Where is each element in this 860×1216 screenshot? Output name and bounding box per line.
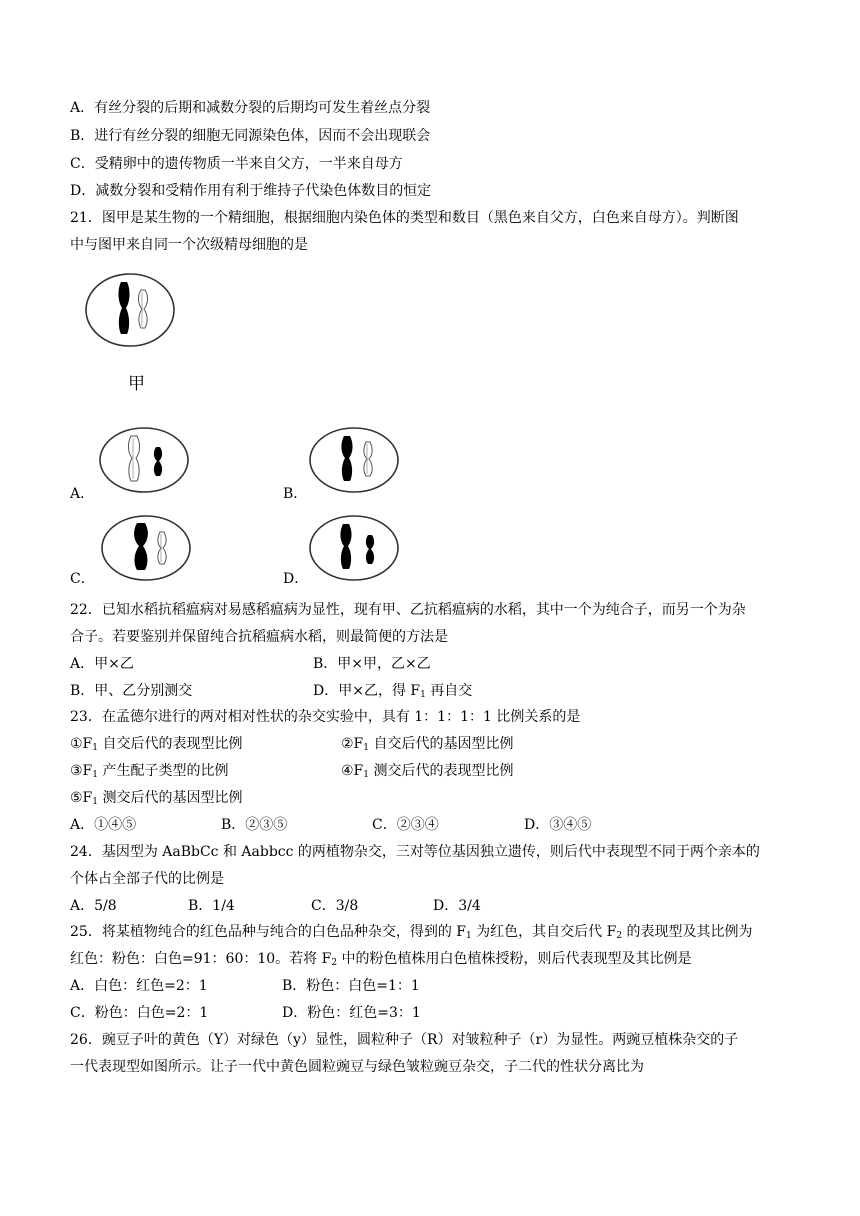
q23-item-3: $③F_1$ 产生配子类型的比例 [70, 763, 229, 780]
q21-stem-line2: 中与图甲来自同一个次级精母细胞的是 [70, 237, 308, 253]
black-chromosome [118, 282, 129, 334]
white-chromosome [138, 290, 147, 328]
q22-option-a: A．甲×乙 [70, 656, 134, 672]
q23-option-a: A．①④⑤ [70, 817, 137, 833]
q23-option-c: C．②③④ [372, 817, 439, 833]
q25-option-b: B．粉色：白色=1：1 [282, 978, 420, 994]
q22-option-c: B．甲、乙分别测交 [70, 683, 193, 699]
q25-option-c: C．粉色：白色=2：1 [70, 1005, 209, 1021]
q24-stem-line1: 24．基因型为 AaBbCc 和 Aabbcc 的两植物杂交，三对等位基因独立遗传，则后代中表现型不同于两个亲本的 [70, 844, 760, 860]
white-chromosome [158, 532, 166, 564]
q25-stem-line1: 25．将某植物纯合的红色品种与纯合的白色品种杂交，得到的 $F_1$ 为红色，其自交后代 $F_2$ 的表现型及其比例为 [70, 924, 753, 941]
q21-option-b-cell [308, 426, 400, 494]
q23-option-d: D．③④⑤ [524, 817, 592, 833]
figure-jia-label: 甲 [128, 374, 145, 394]
q21-option-b-label: B． [283, 486, 308, 502]
q21-option-c-cell [100, 514, 192, 582]
q21-option-d-label: D． [283, 571, 309, 587]
q24-stem-line2: 个体占全部子代的比例是 [70, 871, 224, 887]
q20-option-c: C．受精卵中的遗传物质一半来自父方，一半来自母方 [70, 156, 403, 172]
q21-option-a-cell [98, 426, 190, 494]
q26-stem-line2: 一代表现型如图所示。让子一代中黄色圆粒豌豆与绿色皱粒豌豆杂交，子二代的性状分离比为 [70, 1059, 644, 1075]
figure-jia-cell [84, 272, 176, 348]
q23-item-5: $⑤F_1$ 测交后代的基因型比例 [70, 790, 243, 807]
black-chromosome [366, 535, 374, 564]
black-chromosome [340, 524, 351, 569]
q20-option-a: A．有丝分裂的后期和减数分裂的后期均可发生着丝点分裂 [70, 100, 431, 116]
q21-stem-line1: 21．图甲是某生物的一个精细胞，根据细胞内染色体的类型和数目（黑色来自父方，白色来自母方）。判断图 [70, 210, 739, 226]
q22-stem-line2: 合子。若要鉴别并保留纯合抗稻瘟病水稻，则最简便的方法是 [70, 629, 448, 645]
q23-item-2: $②F_1$ 自交后代的基因型比例 [341, 736, 514, 753]
q26-stem-line1: 26．豌豆子叶的黄色（Y）对绿色（y）显性，圆粒种子（R）对皱粒种子（r）为显性。两豌豆植株杂交的子 [70, 1032, 739, 1048]
q23-stem: 23．在孟德尔进行的两对相对性状的杂交实验中，具有 1：1：1：1 比例关系的是 [70, 709, 581, 725]
q24-option-d: D．3/4 [433, 898, 481, 914]
q20-option-d: D．减数分裂和受精作用有利于维持子代染色体数目的恒定 [70, 183, 432, 199]
black-chromosome [134, 523, 148, 570]
q24-option-a: A．5/8 [70, 898, 117, 914]
q20-option-b: B．进行有丝分裂的细胞无同源染色体，因而不会出现联会 [70, 128, 431, 144]
white-chromosome [128, 436, 139, 481]
q22-option-b: B．甲×甲，乙×乙 [313, 656, 431, 672]
black-chromosome [154, 447, 162, 476]
q25-option-a: A．白色：红色=2：1 [70, 978, 208, 994]
q22-stem-line1: 22．已知水稻抗稻瘟病对易感稻瘟病为显性，现有甲、乙抗稻瘟病的水稻，其中一个为纯合子，而另一个为杂 [70, 602, 746, 618]
q21-option-c-label: C． [70, 571, 95, 587]
q24-option-c: C．3/8 [311, 898, 359, 914]
q23-option-b: B．②③⑤ [221, 817, 288, 833]
q21-option-a-label: A． [70, 486, 95, 502]
q21-option-d-cell [308, 514, 400, 582]
q24-option-b: B．1/4 [188, 898, 235, 914]
white-chromosome [364, 442, 372, 476]
q25-stem-line2: 红色：粉色：白色=91：60：10。若将 $F_2$ 中的粉色植株用白色植株授粉，则后代表现型及其比例是 [70, 951, 692, 968]
q23-item-1: $①F_1$ 自交后代的表现型比例 [70, 736, 243, 753]
black-chromosome [341, 436, 352, 481]
q25-option-d: D．粉色：红色=3：1 [282, 1005, 421, 1021]
q23-item-4: $④F_1$ 测交后代的表现型比例 [341, 763, 514, 780]
q22-option-d: D．甲×乙，得 $F_1$ 再自交 [313, 683, 473, 700]
